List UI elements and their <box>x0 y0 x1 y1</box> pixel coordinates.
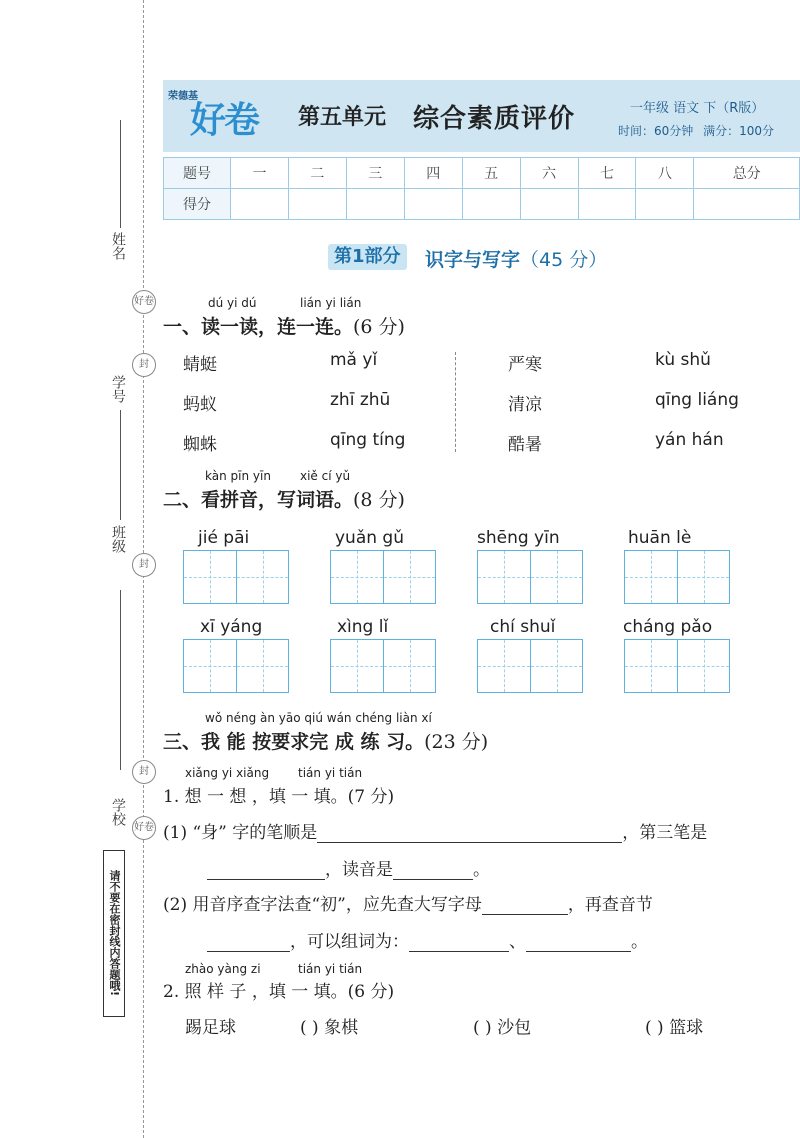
grid-cell[interactable] <box>236 640 288 692</box>
q1-right-pinyin: kù shǔ <box>655 350 711 370</box>
col-4: 四 <box>404 158 462 189</box>
q1-left-pinyin: qīng tíng <box>330 430 406 450</box>
score-cell[interactable] <box>578 189 636 220</box>
name-rule <box>120 120 121 228</box>
q2-title <box>163 485 405 512</box>
q2-pinyin-b: xiě cí yǔ <box>300 469 351 483</box>
school-label: 学校 <box>110 798 126 826</box>
tian-grid[interactable] <box>330 639 436 693</box>
score-cell[interactable] <box>346 189 404 220</box>
q3-s1-l3-text2: ，再查音节 <box>567 895 653 915</box>
class-rule <box>120 590 121 770</box>
score-cell[interactable] <box>636 189 694 220</box>
q3-s2-item[interactable]: ( ) 篮球 <box>645 1018 704 1038</box>
col-6: 六 <box>520 158 578 189</box>
tian-grid[interactable] <box>477 550 583 604</box>
grid-cell[interactable] <box>184 640 236 692</box>
grid-cell[interactable] <box>478 551 530 603</box>
q3-s2-pinyin-b: tián yi tián <box>298 962 363 976</box>
score-cell[interactable] <box>231 189 289 220</box>
q2-pinyin: jié pāi <box>198 528 250 548</box>
tian-grid[interactable] <box>624 550 730 604</box>
tian-grid[interactable] <box>477 639 583 693</box>
time-info <box>618 122 774 139</box>
score-cell[interactable] <box>462 189 520 220</box>
q2-title-text: 二、看拼音，写词语。 <box>163 489 354 511</box>
part-title <box>425 245 607 272</box>
tian-grid[interactable] <box>330 550 436 604</box>
q3-s2-item: 踢足球 <box>185 1018 236 1038</box>
col-1: 一 <box>231 158 289 189</box>
answer-blank[interactable] <box>526 933 631 952</box>
q2-pinyin: xī yáng <box>200 617 263 637</box>
grade-label: 一年级 语文 下（R版） <box>630 101 765 116</box>
id-rule <box>120 410 121 520</box>
q1-left-pinyin: mǎ yǐ <box>330 350 378 370</box>
grid-cell[interactable] <box>331 551 383 603</box>
score-cell[interactable] <box>288 189 346 220</box>
q3-pinyin: wǒ néng àn yāo qiú wán chéng liàn xí <box>205 711 432 725</box>
q1-pinyin-a: dú yi dú <box>208 296 257 310</box>
score-cell[interactable] <box>694 189 800 220</box>
answer-blank[interactable] <box>207 861 325 880</box>
col-7: 七 <box>578 158 636 189</box>
q1-right-word: 清凉 <box>508 395 542 415</box>
grid-cell[interactable] <box>383 551 435 603</box>
q3-s1-line3 <box>163 890 653 915</box>
seal-3: 封 <box>132 760 156 784</box>
q3-s1-line1 <box>163 818 707 843</box>
q3-s1-l2-text: ，读音是 <box>325 860 393 880</box>
q1-left-word: 蜻蜓 <box>183 355 217 375</box>
col-2: 二 <box>288 158 346 189</box>
q1-pinyin-b: lián yi lián <box>300 296 362 310</box>
grid-cell[interactable] <box>625 551 677 603</box>
grid-cell[interactable] <box>383 640 435 692</box>
name-label: 姓名 <box>110 232 126 260</box>
q3-s1-l4-text: ，可以组词为： <box>290 932 409 952</box>
q3-s1-line2 <box>163 855 490 880</box>
q1-left-pinyin: zhī zhū <box>330 390 391 410</box>
q2-pinyin: chí shuǐ <box>490 617 556 637</box>
q3-points: (23 分) <box>424 731 489 753</box>
q3-s2-pinyin-a: zhào yàng zi <box>185 962 261 976</box>
q3-s1-pinyin-a: xiǎng yi xiǎng <box>185 766 270 780</box>
q2-pinyin: huān lè <box>628 528 692 548</box>
seal-1: 封 <box>132 353 156 377</box>
q1-right-word: 酷暑 <box>508 435 542 455</box>
grid-cell[interactable] <box>530 551 582 603</box>
q3-title-text: 三、我 能 按要求完 成 练 习。 <box>163 731 425 753</box>
time-limit: 时间：60分钟 <box>618 124 694 138</box>
q3-s2-item[interactable]: ( ) 沙包 <box>473 1018 532 1038</box>
grid-cell[interactable] <box>677 551 729 603</box>
grid-cell[interactable] <box>530 640 582 692</box>
q2-pinyin: xìng lǐ <box>337 617 389 637</box>
unit-label: 第五单元 <box>298 104 387 130</box>
q3-s1-l1-text2: ，第三笔是 <box>622 823 708 843</box>
full-score: 满分：100分 <box>703 124 775 138</box>
page-title: 综合素质评价 <box>413 104 576 134</box>
q3-s1-points: (7 分) <box>347 787 395 807</box>
score-table-score-row <box>164 189 800 220</box>
score-cell[interactable] <box>404 189 462 220</box>
grid-cell[interactable] <box>625 640 677 692</box>
q1-right-pinyin: yán hán <box>655 430 724 450</box>
grid-cell[interactable] <box>184 551 236 603</box>
publisher: 荣德基 <box>168 91 198 102</box>
grid-cell[interactable] <box>478 640 530 692</box>
q3-s1-l4-end: 。 <box>631 932 648 952</box>
col-8: 八 <box>636 158 694 189</box>
col-3: 三 <box>346 158 404 189</box>
q2-pinyin: shēng yīn <box>477 528 560 548</box>
q3-s2-title <box>163 977 394 1002</box>
q1-right-word: 严寒 <box>508 355 542 375</box>
class-label: 班级 <box>110 525 126 553</box>
logo: 好卷 <box>190 100 259 141</box>
q3-s1-l2-end: 。 <box>473 860 490 880</box>
col-total: 总分 <box>694 158 800 189</box>
part-title-text: 识字与写字 <box>425 249 521 271</box>
grid-cell[interactable] <box>331 640 383 692</box>
answer-blank[interactable] <box>409 933 509 952</box>
seal-logo-2: 好卷 <box>132 816 156 840</box>
q3-s1-l1-text: (1) “身” 字的笔顺是 <box>163 823 318 843</box>
q1-title-text: 一、读一读，连一连。 <box>163 316 354 338</box>
q3-title <box>163 727 488 754</box>
col-5: 五 <box>462 158 520 189</box>
q3-s1-title <box>163 782 394 807</box>
q1-points: (6 分) <box>353 316 405 338</box>
grid-cell[interactable] <box>677 640 729 692</box>
score-table-header-row <box>164 158 800 189</box>
row-label-score: 得分 <box>164 189 231 220</box>
q2-pinyin: cháng pǎo <box>623 617 713 637</box>
q3-s2-points: (6 分) <box>347 982 395 1002</box>
id-label: 学号 <box>110 375 126 403</box>
q3-s2-item[interactable]: ( ) 象棋 <box>300 1018 359 1038</box>
q1-left-word: 蚂蚁 <box>183 395 217 415</box>
q2-pinyin: yuǎn gǔ <box>335 528 404 548</box>
answer-blank[interactable] <box>317 824 622 843</box>
tian-grid[interactable] <box>183 639 289 693</box>
tian-grid[interactable] <box>624 639 730 693</box>
row-label-number: 题号 <box>164 158 231 189</box>
part-tag: 第1部分 <box>328 244 407 270</box>
q3-s1-title-text: 1. 想 一 想 ，填 一 填。 <box>163 787 348 807</box>
q2-pinyin-a: kàn pīn yīn <box>205 469 271 483</box>
answer-blank[interactable] <box>393 861 473 880</box>
q3-s1-line4 <box>163 927 648 952</box>
q1-right-pinyin: qīng liáng <box>655 390 739 410</box>
q1-divider <box>455 352 456 452</box>
q1-left-word: 蜘蛛 <box>183 435 217 455</box>
tian-grid[interactable] <box>183 550 289 604</box>
part-points: （45 分） <box>520 249 608 271</box>
q1-title <box>163 312 405 339</box>
q3-s1-l3-text: (2) 用音序查字法查“初”，应先查大写字母 <box>163 895 482 915</box>
q3-s1-pinyin-b: tián yi tián <box>298 766 363 780</box>
score-cell[interactable] <box>520 189 578 220</box>
answer-blank[interactable] <box>207 933 290 952</box>
no-answer-notice: 请不要在密封线内答题哦! <box>103 850 125 1017</box>
seal-logo-1: 好卷 <box>132 290 156 314</box>
score-table <box>163 157 800 220</box>
answer-blank[interactable] <box>482 896 568 915</box>
grid-cell[interactable] <box>236 551 288 603</box>
q3-s1-l4-sep: 、 <box>509 932 526 952</box>
q2-points: (8 分) <box>353 489 405 511</box>
seal-2: 封 <box>132 553 156 577</box>
q3-s2-title-text: 2. 照 样 子 ，填 一 填。 <box>163 982 348 1002</box>
